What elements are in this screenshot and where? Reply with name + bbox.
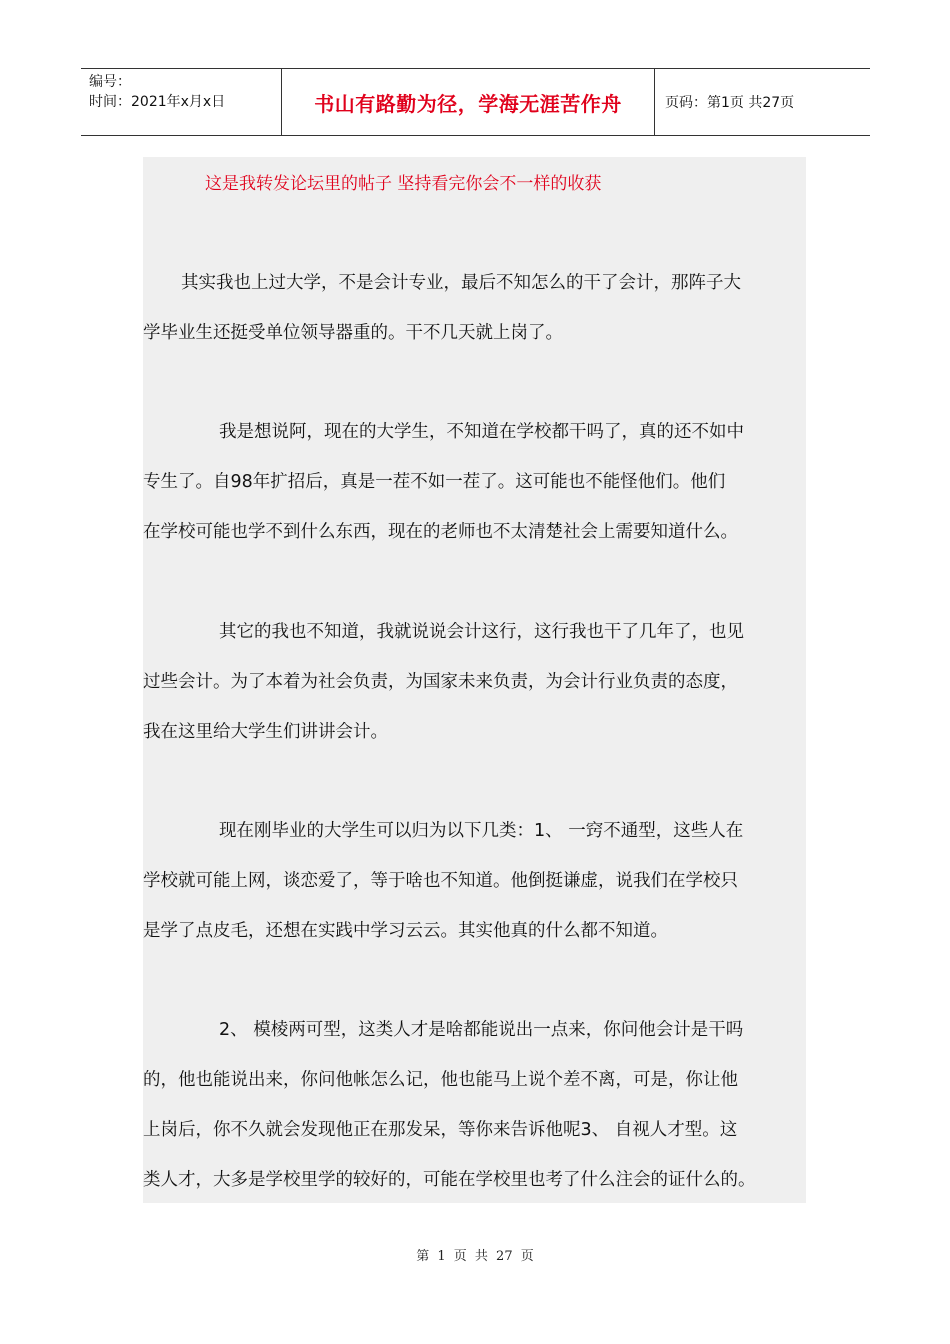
paragraph-1 bbox=[143, 258, 806, 358]
document-header bbox=[81, 68, 870, 136]
header-meta-cell bbox=[81, 69, 282, 135]
paragraph-line: 现在刚毕业的大学生可以归为以下几类：1、 一窍不通型，这些人在 bbox=[219, 821, 744, 841]
paragraph-4 bbox=[143, 806, 806, 956]
header-motto: 书山有路勤为径，学海无涯苦作舟 bbox=[282, 69, 655, 135]
document-number-label: 编号： bbox=[89, 74, 131, 90]
page-footer: 第 1 页 共 27 页 bbox=[416, 1249, 534, 1264]
paragraph-2 bbox=[143, 407, 806, 557]
paragraph-line: 其实我也上过大学，不是会计专业，最后不知怎么的干了会计，那阵子大 bbox=[181, 273, 741, 293]
paragraph-line: 在学校可能也学不到什么东西，现在的老师也不太清楚社会上需要知道什么。 bbox=[143, 522, 738, 542]
paragraph-line: 学毕业生还挺受单位领导器重的。干不几天就上岗了。 bbox=[143, 323, 563, 343]
paragraph-line: 上岗后，你不久就会发现他正在那发呆，等你来告诉他呢3、 自视人才型。这 bbox=[143, 1120, 738, 1140]
paragraph-line: 学校就可能上网，谈恋爱了，等于啥也不知道。他倒挺谦虚，说我们在学校只 bbox=[143, 871, 738, 891]
post-content-area bbox=[143, 157, 806, 1203]
paragraph-line: 2、 模棱两可型，这类人才是啥都能说出一点来，你问他会计是干吗 bbox=[219, 1020, 744, 1040]
paragraph-line: 是学了点皮毛，还想在实践中学习云云。其实他真的什么都不知道。 bbox=[143, 921, 668, 941]
paragraph-5 bbox=[143, 1005, 806, 1205]
paragraph-line: 其它的我也不知道，我就说说会计这行，这行我也干了几年了，也见 bbox=[219, 622, 744, 642]
document-time-label: 时间：2021年x月x日 bbox=[89, 94, 226, 110]
paragraph-line: 过些会计。为了本着为社会负责，为国家未来负责，为会计行业负责的态度， bbox=[143, 672, 738, 692]
post-title: 这是我转发论坛里的帖子 坚持看完你会不一样的收获 bbox=[205, 174, 602, 194]
paragraph-line: 类人才，大多是学校里学的较好的，可能在学校里也考了什么注会的证什么的。 bbox=[143, 1170, 756, 1190]
paragraph-3 bbox=[143, 607, 806, 757]
paragraph-line: 专生了。自98年扩招后，真是一茬不如一茬了。这可能也不能怪他们。他们 bbox=[143, 472, 726, 492]
paragraph-line: 我在这里给大学生们讲讲会计。 bbox=[143, 722, 388, 742]
paragraph-line: 我是想说阿，现在的大学生，不知道在学校都干吗了，真的还不如中 bbox=[219, 422, 744, 442]
paragraph-line: 的，他也能说出来，你问他帐怎么记，他也能马上说个差不离，可是，你让他 bbox=[143, 1070, 738, 1090]
header-page-number: 页码：第1页 共27页 bbox=[665, 95, 795, 111]
